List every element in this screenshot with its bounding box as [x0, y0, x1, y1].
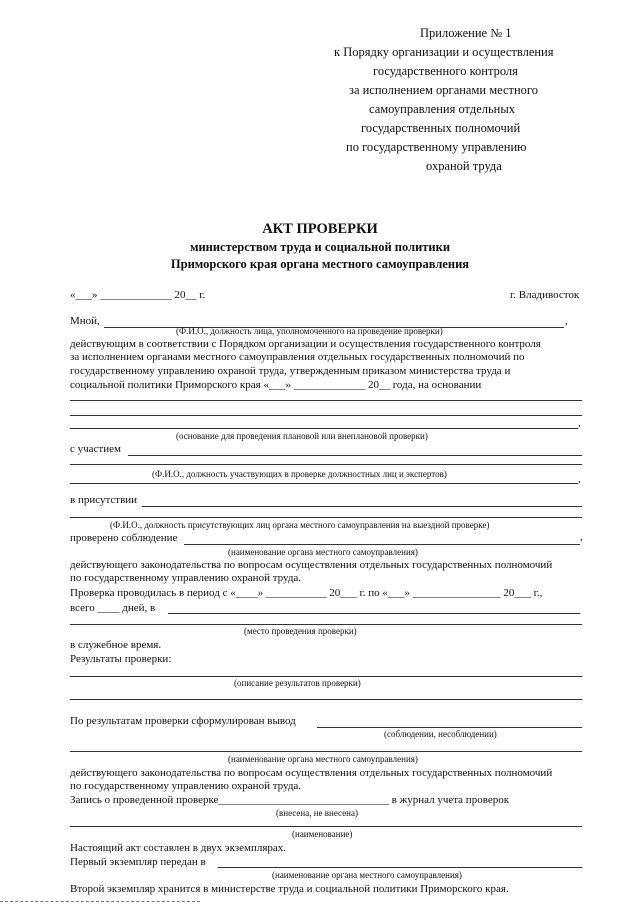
- scan-artifact-line: [0, 901, 200, 902]
- fill-line: [70, 624, 582, 625]
- text-line: действующим в соответствии с Порядком организации и осуществления государственного контроля: [70, 338, 541, 350]
- caption-basis: (основание для проведения плановой или внеплановой проверки): [176, 431, 428, 441]
- fill-line: [70, 483, 578, 484]
- comma: ,: [578, 473, 581, 485]
- document-subtitle: Приморского края органа местного самоуправления: [170, 257, 470, 271]
- document-title: АКТ ПРОВЕРКИ: [262, 221, 378, 237]
- fill-line: [70, 699, 582, 700]
- text-line: по государственному управлению охраной труда.: [70, 780, 302, 792]
- fill-line: [128, 455, 582, 456]
- text-line: действующего законодательства по вопросам осуществления отдельных государственных полномочий: [70, 559, 553, 571]
- fill-line: [70, 826, 582, 827]
- appendix-line: государственных полномочий: [361, 121, 521, 135]
- appendix-line: за исполнением органами местного: [349, 83, 538, 97]
- caption-body-name: (наименование органа местного самоуправления): [228, 754, 418, 764]
- text-line: Проверка проводилась в период с «____» ___________ 20___ г. по «___» ________________ 20___ г.,: [70, 587, 543, 599]
- caption-place: (место проведения проверки): [244, 626, 357, 636]
- caption-results: (описание результатов проверки): [234, 678, 361, 688]
- comma: ,: [580, 531, 583, 543]
- act-date: «___» _____________ 20__ г.: [70, 289, 206, 301]
- text-line: Результаты проверки:: [70, 653, 172, 665]
- appendix-line: по государственному управлению: [346, 140, 527, 154]
- fill-line: [168, 613, 580, 614]
- caption-compliance: (соблюдении, несоблюдении): [384, 729, 497, 739]
- fill-line: [70, 517, 582, 518]
- comma: ,: [578, 417, 581, 429]
- caption-body-name: (наименование органа местного самоуправления): [228, 547, 418, 557]
- text-line: Второй экземпляр хранится в министерстве труда и социальной политики Приморского края.: [70, 883, 509, 895]
- label-conclusion: По результатам проверки сформулирован вывод: [70, 715, 296, 727]
- appendix-line: государственного контроля: [373, 64, 518, 78]
- label-checked: проверено соблюдение: [70, 532, 178, 544]
- text-line: Запись о проведенной проверке_______________________________ в журнал учета проверок: [70, 794, 510, 806]
- label-mnoy: Мной,: [70, 315, 100, 327]
- caption-participants: (Ф.И.О., должность участвующих в проверке должностных лиц и экспертов): [152, 469, 447, 479]
- text-line: государственному управлению охраной труда, утвержденным приказом министерства труда и: [70, 365, 511, 377]
- fill-line: [218, 867, 582, 868]
- text-line: в служебное время.: [70, 639, 162, 651]
- text-line: по государственному управлению охраной труда.: [70, 572, 302, 584]
- text-line: Настоящий акт составлен в двух экземплярах.: [70, 842, 287, 854]
- caption-entered: (внесена, не внесена): [276, 808, 358, 818]
- fill-line: [70, 400, 582, 401]
- fill-line: [70, 428, 578, 429]
- caption-body-name: (наименование органа местного самоуправления): [272, 870, 462, 880]
- fill-line: [70, 415, 582, 416]
- appendix-line: к Порядку организации и осуществления: [334, 45, 554, 59]
- text-line: социальной политики Приморского края «___» _____________ 20__ года, на основании: [70, 379, 482, 391]
- caption-official: (Ф.И.О., должность лица, уполномоченного на проведение проверки): [176, 326, 443, 336]
- appendix-line: Приложение № 1: [420, 26, 512, 40]
- fill-line: [70, 676, 582, 677]
- label-presence: в присутствии: [70, 494, 138, 506]
- text-line: всего ____ дней, в: [70, 602, 156, 614]
- appendix-line: охраной труда: [426, 159, 502, 173]
- fill-line: [184, 544, 580, 545]
- caption-present: (Ф.И.О., должность присутствующих лиц органа местного самоуправления на выездной проверке): [110, 520, 490, 530]
- caption-name: (наименование): [292, 829, 353, 839]
- text-line: за исполнением органами местного самоуправления отдельных государственных полномочий по: [70, 351, 525, 363]
- label-first-copy: Первый экземпляр передан в: [70, 856, 206, 868]
- appendix-line: самоуправления отдельных: [369, 102, 516, 116]
- fill-line: [70, 751, 582, 752]
- fill-line: [317, 727, 582, 728]
- act-city: г. Владивосток: [510, 289, 580, 301]
- label-participation: с участием: [70, 443, 121, 455]
- comma: ,: [565, 315, 568, 327]
- document-subtitle: министерством труда и социальной политики: [189, 240, 451, 254]
- text-line: действующего законодательства по вопросам осуществления отдельных государственных полномочий: [70, 767, 553, 779]
- fill-line: [142, 506, 582, 507]
- fill-line: [70, 464, 582, 465]
